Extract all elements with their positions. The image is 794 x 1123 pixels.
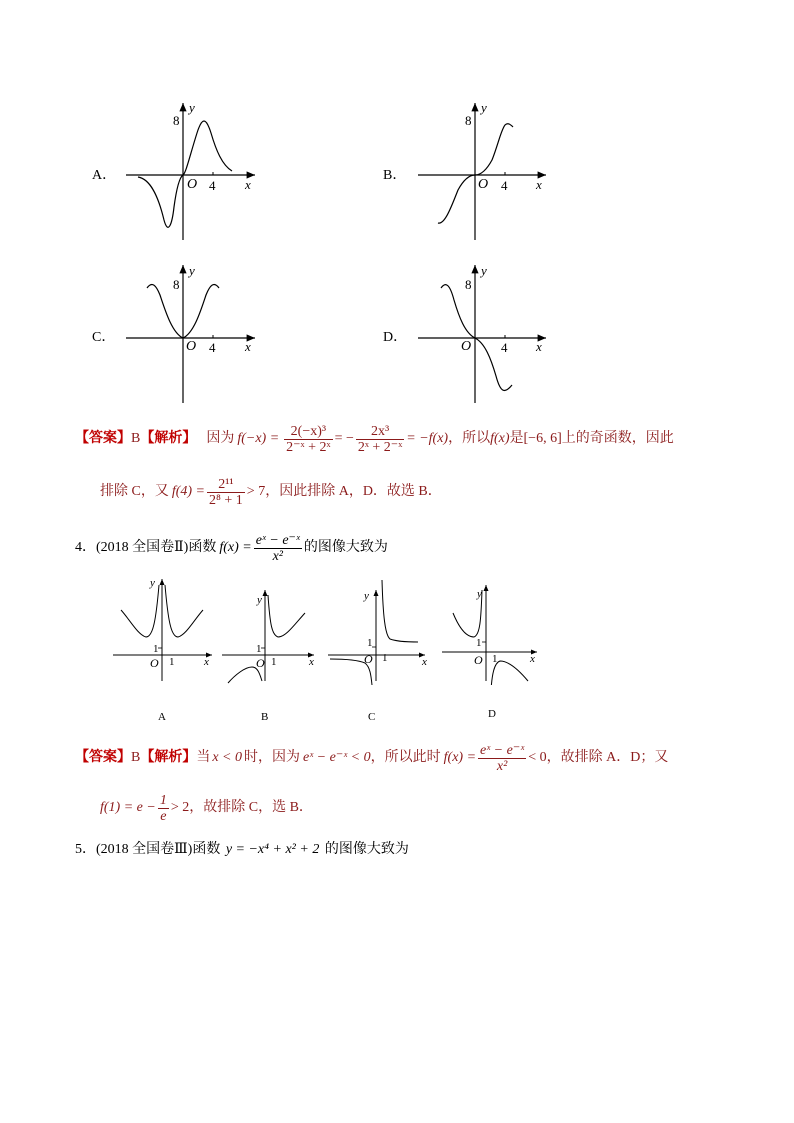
problem3-answer-line1 bbox=[75, 422, 674, 456]
graph-d-y-label: y bbox=[481, 263, 487, 278]
fraction-2-den: 2ˣ + 2⁻ˣ bbox=[357, 439, 403, 455]
p4a-x-tick: 1 bbox=[169, 656, 175, 668]
p4b-y-label: y bbox=[257, 594, 262, 606]
graph-b-origin: O bbox=[478, 177, 489, 192]
p4-label-a: A bbox=[158, 711, 166, 723]
p4-answer-fraction-den: x² bbox=[496, 758, 508, 774]
graph-d bbox=[418, 265, 546, 403]
exclude-c-text: 排除 C，又 bbox=[100, 484, 169, 499]
p4-exclude-ad: ，故排除 A．D；又 bbox=[546, 750, 669, 765]
p4c-y-label: y bbox=[364, 590, 369, 602]
p4-graph-a bbox=[113, 579, 212, 681]
p4-fraction-2-num: 1 bbox=[159, 792, 167, 808]
graph-b-x-tick: 4 bbox=[501, 178, 508, 193]
problem3-graphs bbox=[0, 95, 794, 405]
problem4-stem bbox=[75, 530, 388, 566]
problem5-formula: y = −x⁴ + x² + 2 bbox=[225, 842, 320, 857]
p4-graph-c bbox=[328, 580, 425, 685]
problem4-answer-line1 bbox=[75, 740, 668, 776]
graph-d-x-tick: 4 bbox=[501, 340, 508, 355]
p4d-x-label: x bbox=[530, 653, 535, 665]
so-text: ，所以 bbox=[448, 431, 491, 446]
p4-label-c: C bbox=[368, 711, 376, 723]
answer-letter: B bbox=[131, 431, 141, 446]
p4-because: 时，因为 bbox=[244, 750, 301, 765]
p4-answer-fraction bbox=[478, 743, 526, 774]
p4a-origin: O bbox=[150, 656, 159, 670]
p4-label-b: B bbox=[261, 711, 269, 723]
problem4-fraction bbox=[254, 533, 302, 564]
p4-so-here: ，所以此时 bbox=[370, 750, 441, 765]
graph-d-origin: O bbox=[461, 339, 472, 354]
p4d-tick: 1 bbox=[476, 637, 482, 649]
fraction-2 bbox=[356, 424, 404, 455]
p4-graph-d bbox=[442, 585, 537, 685]
problem3-answer-line2 bbox=[100, 474, 442, 510]
problem5-stem bbox=[75, 840, 409, 860]
problem4-fraction-num: eˣ − e⁻ˣ bbox=[255, 532, 300, 548]
graph-d-y-tick: 8 bbox=[465, 277, 472, 292]
p4-answer-fraction-num: eˣ − e⁻ˣ bbox=[480, 742, 525, 758]
p4c-x-tick: 1 bbox=[382, 652, 388, 664]
p4-fx: f(x) = bbox=[443, 750, 477, 765]
problem5-suffix: 的图像大致为 bbox=[324, 842, 409, 857]
p4-tail: ，故排除 C，选 B． bbox=[189, 800, 313, 815]
p4-cond: x < 0 bbox=[212, 750, 243, 765]
problem4-prefix: 4．(2018 全国卷Ⅱ)函数 bbox=[75, 540, 217, 555]
graph-c-x-tick: 4 bbox=[209, 340, 216, 355]
p4-f1: f(1) = e − bbox=[100, 800, 156, 815]
graph-c-y-label: y bbox=[189, 263, 195, 278]
fraction-2-num: 2x³ bbox=[356, 424, 404, 440]
p4-label-d: D bbox=[488, 708, 496, 720]
option-a-label: A． bbox=[92, 168, 117, 183]
problem4-graphs-svg bbox=[100, 575, 550, 685]
interval-text: [−6, 6] bbox=[523, 431, 562, 446]
problem4-graphs bbox=[100, 575, 550, 685]
problem4-suffix: 的图像大致为 bbox=[303, 540, 388, 555]
problem3-graphs-svg bbox=[0, 95, 794, 405]
graph-d-x-label: x bbox=[536, 339, 542, 354]
p4-gt2: > 2 bbox=[170, 800, 190, 815]
p4a-y-label: y bbox=[150, 577, 155, 589]
p4-answer-tag: 【答案】 bbox=[75, 750, 131, 765]
graph-a bbox=[126, 103, 255, 240]
problem5-prefix: 5．(2018 全国卷Ⅲ)函数 bbox=[75, 842, 221, 857]
graph-b-x-label: x bbox=[536, 177, 542, 192]
graph-a-origin: O bbox=[187, 177, 198, 192]
fraction-1 bbox=[284, 424, 332, 455]
p4d-origin: O bbox=[474, 653, 483, 667]
fraction-3-num: 2¹¹ bbox=[207, 477, 245, 493]
fraction-1-num: 2(−x)³ bbox=[284, 424, 332, 440]
lhs-expr: f(−x) = bbox=[237, 431, 280, 446]
p4-expr: eˣ − e⁻ˣ < 0 bbox=[303, 750, 371, 765]
option-c-label: C． bbox=[92, 330, 116, 345]
answer-tag: 【答案】 bbox=[75, 431, 131, 446]
graph-c-origin: O bbox=[186, 339, 197, 354]
problem4-answer-line2 bbox=[100, 790, 313, 826]
graph-a-y-tick: 8 bbox=[173, 113, 180, 128]
graph-a-x-tick: 4 bbox=[209, 178, 216, 193]
p4d-x-tick: 1 bbox=[492, 653, 498, 665]
fraction-3-den: 2⁸ + 1 bbox=[209, 492, 243, 508]
graph-b-y-tick: 8 bbox=[465, 113, 472, 128]
p4-lt0: < 0 bbox=[528, 750, 547, 765]
option-b-label: B． bbox=[383, 168, 407, 183]
p4a-x-label: x bbox=[204, 656, 209, 668]
eq-rhs: = −f(x) bbox=[406, 431, 449, 446]
p4-answer-letter: B bbox=[131, 750, 141, 765]
fraction-3 bbox=[207, 477, 245, 508]
graph-a-x-label: x bbox=[245, 177, 251, 192]
graph-c bbox=[126, 265, 255, 403]
graph-b-y-label: y bbox=[481, 100, 487, 115]
p4-graph-b bbox=[222, 590, 314, 683]
graph-a-y-label: y bbox=[189, 100, 195, 115]
fraction-1-den: 2⁻ˣ + 2ˣ bbox=[286, 439, 331, 455]
graph-b bbox=[418, 103, 546, 240]
p4d-y-label: y bbox=[477, 588, 482, 600]
graph-c-x-label: x bbox=[245, 339, 251, 354]
f4-expr: f(4) = bbox=[171, 484, 206, 499]
p4b-tick: 1 bbox=[256, 643, 262, 655]
gt7-text: > 7 bbox=[246, 484, 266, 499]
p4c-x-label: x bbox=[422, 656, 427, 668]
conclusion-text: ，因此排除 A，D．故选 B． bbox=[265, 484, 442, 499]
fx-text: f(x) bbox=[490, 431, 510, 446]
graph-c-y-tick: 8 bbox=[173, 277, 180, 292]
analysis-tag: 【解析】 bbox=[140, 431, 197, 446]
p4c-origin: O bbox=[364, 652, 373, 666]
p4-when: 当 bbox=[196, 750, 211, 765]
problem4-fx: f(x) = bbox=[219, 540, 252, 555]
is-text: 是 bbox=[509, 431, 524, 446]
p4b-origin: O bbox=[256, 656, 265, 670]
option-d-label: D． bbox=[383, 330, 408, 345]
p4a-tick: 1 bbox=[153, 643, 159, 655]
p4-fraction-2-den: e bbox=[160, 808, 167, 824]
p4-fraction-2 bbox=[158, 793, 169, 824]
because-text: 因为 bbox=[206, 431, 235, 446]
p4b-x-label: x bbox=[309, 656, 314, 668]
problem4-fraction-den: x² bbox=[272, 548, 284, 564]
p4c-tick: 1 bbox=[367, 637, 373, 649]
p4b-x-tick: 1 bbox=[271, 656, 277, 668]
odd-tail-text: 上的奇函数，因此 bbox=[561, 431, 674, 446]
p4-analysis-tag: 【解析】 bbox=[140, 750, 197, 765]
eq-minus: = − bbox=[334, 431, 354, 446]
